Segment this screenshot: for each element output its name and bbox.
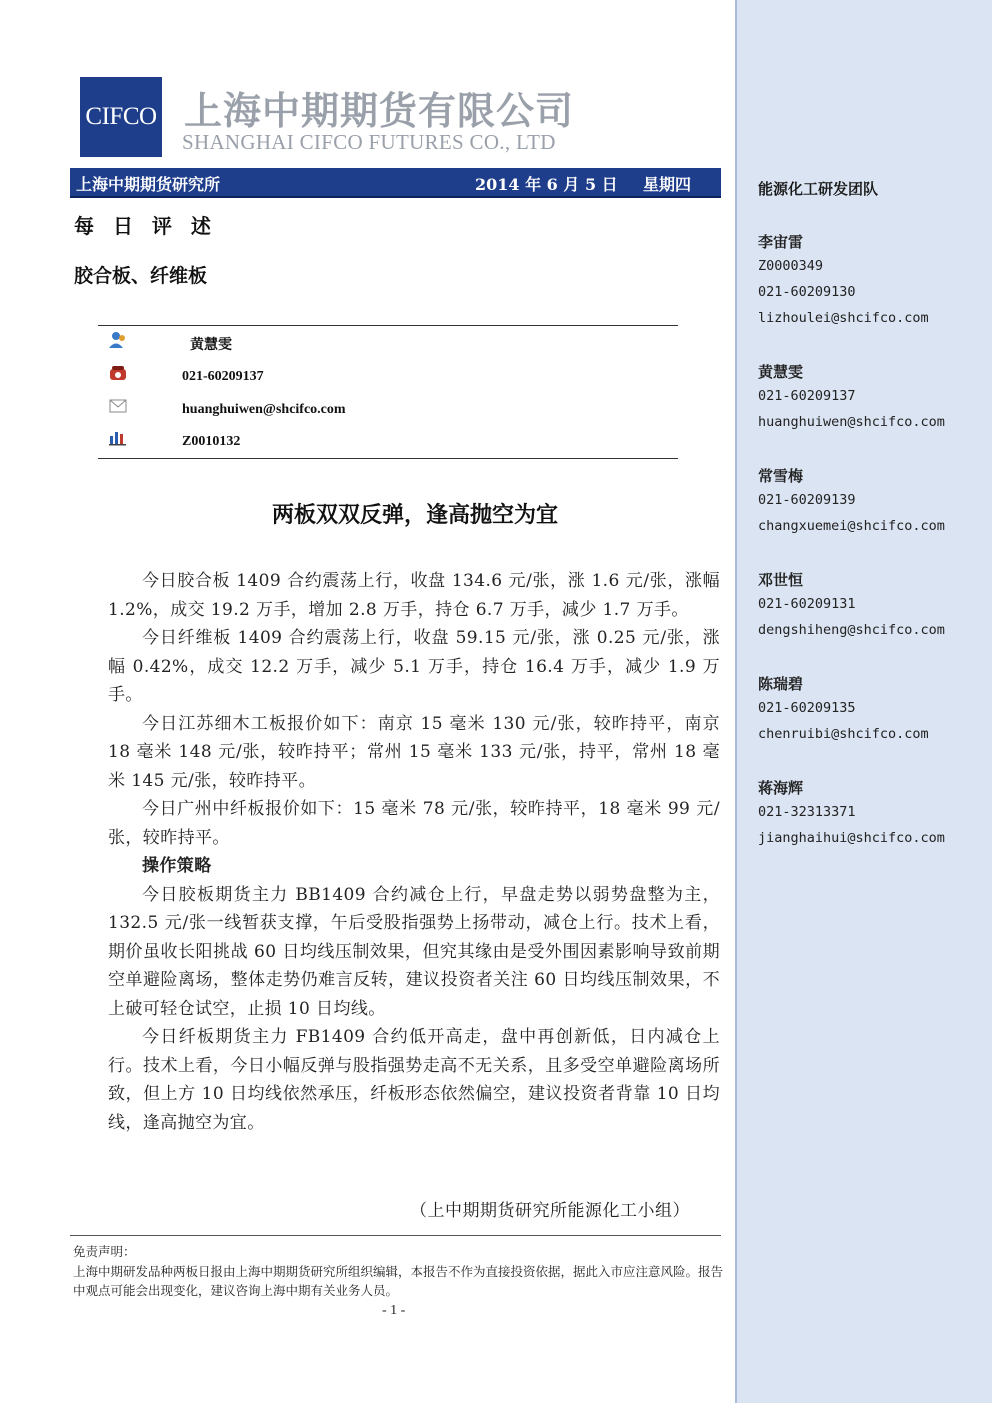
sidebar-member-cert: Z0000349: [758, 258, 824, 274]
sidebar-member-name: 黄慧雯: [758, 363, 804, 381]
company-name-cn: 上海中期期货有限公司: [184, 89, 575, 133]
report-date: 2014 年 6 月 5 日: [475, 175, 618, 194]
section-title: 每 日 评 述: [74, 214, 217, 238]
signature: （上中期期货研究所能源化工小组）: [410, 1201, 690, 1221]
company-logo: CIFCO: [80, 77, 162, 157]
body-paragraph: 今日广州中纤板报价如下：15 毫米 78 元/张，较昨持平，18 毫米 99 元/张，较昨持平。: [108, 799, 720, 848]
disclaimer-text: 上海中期研发品种两板日报由上海中期期货研究所组织编辑，本报告不作为直接投资依据，据此入市应注意风险。报告中观点可能会出现变化，建议咨询上海中期有关业务人员。: [73, 1263, 724, 1298]
disclaimer-rule: [70, 1235, 721, 1236]
contact-cert: Z0010132: [182, 434, 241, 449]
sidebar-member-phone: 021-60209139: [758, 492, 856, 508]
body-paragraph: 今日纤板期货主力 FB1409 合约低开高走，盘中再创新低，日内减仓上行。技术上看，今日小幅反弹与股指强势走高不无关系，且多受空单避险离场所致，但上方 10 日均线依然承压，纤板形态依然偏空，建议投资者背靠 10 日均线，逢高抛空为宜。: [108, 1027, 720, 1133]
sidebar-member-name: 常雪梅: [758, 467, 804, 485]
sidebar-member-email[interactable]: changxuemei@shcifco.com: [758, 518, 945, 534]
product-title: 胶合板、纤维板: [74, 265, 208, 287]
disclaimer: [73, 1242, 723, 1301]
sidebar-member-phone: 021-60209135: [758, 700, 856, 716]
body-paragraph: 今日胶合板 1409 合约震荡上行，收盘 134.6 元/张，涨 1.6 元/张，涨幅 1.2%，成交 19.2 万手，增加 2.8 万手，持仓 6.7 万手，减少 1.7 万手。: [108, 571, 720, 620]
header-band: [70, 168, 721, 198]
sidebar-member-name: 陈瑞碧: [758, 675, 804, 693]
sidebar-member-email[interactable]: dengshiheng@shcifco.com: [758, 622, 945, 638]
sidebar-member-email[interactable]: lizhoulei@shcifco.com: [758, 310, 929, 326]
sidebar-member-name: 邓世恒: [758, 571, 804, 589]
report-weekday: 星期四: [643, 175, 692, 194]
contact-name: 黄慧雯: [190, 338, 232, 353]
contact-email[interactable]: huanghuiwen@shcifco.com: [182, 402, 346, 417]
contact-bottom-rule: [98, 458, 678, 459]
body-paragraph: 今日胶板期货主力 BB1409 合约减仓上行，早盘走势以弱势盘整为主，132.5 元/张一线暂获支撑，午后受股指强势上扬带动，减仓上行。技术上看，期价虽收长阳挑战 60 日均线压制效果，但究其缘由是受外围因素影响导致前期空单避险离场，整体走势仍难言反转，建议投资者关注 60 日均线压制效果，不上破可轻仓试空，止损 10 日均线。: [108, 884, 720, 1019]
headline: 两板双双反弹，逢高抛空为宜: [271, 502, 558, 528]
institute-name: 上海中期期货研究所: [76, 175, 221, 194]
report-body: [108, 567, 720, 1137]
company-name-en: SHANGHAI CIFCO FUTURES CO., LTD: [182, 130, 556, 154]
contact-phone: 021-60209137: [182, 369, 264, 384]
disclaimer-title: 免责声明：: [73, 1244, 136, 1259]
contact-top-rule: [98, 325, 678, 326]
sidebar-member-name: 李宙雷: [758, 233, 804, 251]
sidebar-member-phone: 021-60209137: [758, 388, 856, 404]
phone-icon: [108, 364, 128, 382]
sidebar-member-phone: 021-60209131: [758, 596, 856, 612]
sidebar-member-name: 蒋海辉: [758, 779, 804, 797]
sidebar-title: 能源化工研发团队: [758, 180, 879, 198]
sidebar-member-phone: 021-32313371: [758, 804, 856, 820]
body-paragraph: 今日江苏细木工板报价如下：南京 15 毫米 130 元/张，较昨持平，南京 18 毫米 148 元/张，较昨持平；常州 15 毫米 133 元/张，持平，常州 18 毫米 145 元/张，较昨持平。: [108, 713, 720, 791]
strategy-heading: 操作策略: [142, 856, 212, 876]
person-icon: [108, 331, 128, 349]
certificate-icon: [108, 428, 128, 446]
sidebar-member-email[interactable]: huanghuiwen@shcifco.com: [758, 414, 945, 430]
sidebar-member-email[interactable]: jianghaihui@shcifco.com: [758, 830, 945, 846]
mail-icon: [108, 397, 128, 415]
sidebar-member-phone: 021-60209130: [758, 284, 856, 300]
page-number: - 1 -: [382, 1303, 406, 1318]
body-paragraph: 今日纤维板 1409 合约震荡上行，收盘 59.15 元/张，涨 0.25 元/张，涨幅 0.42%，成交 12.2 万手，减少 5.1 万手，持仓 16.4 万手，减少 1.9 万手。: [108, 628, 720, 705]
sidebar-member-email[interactable]: chenruibi@shcifco.com: [758, 726, 929, 742]
